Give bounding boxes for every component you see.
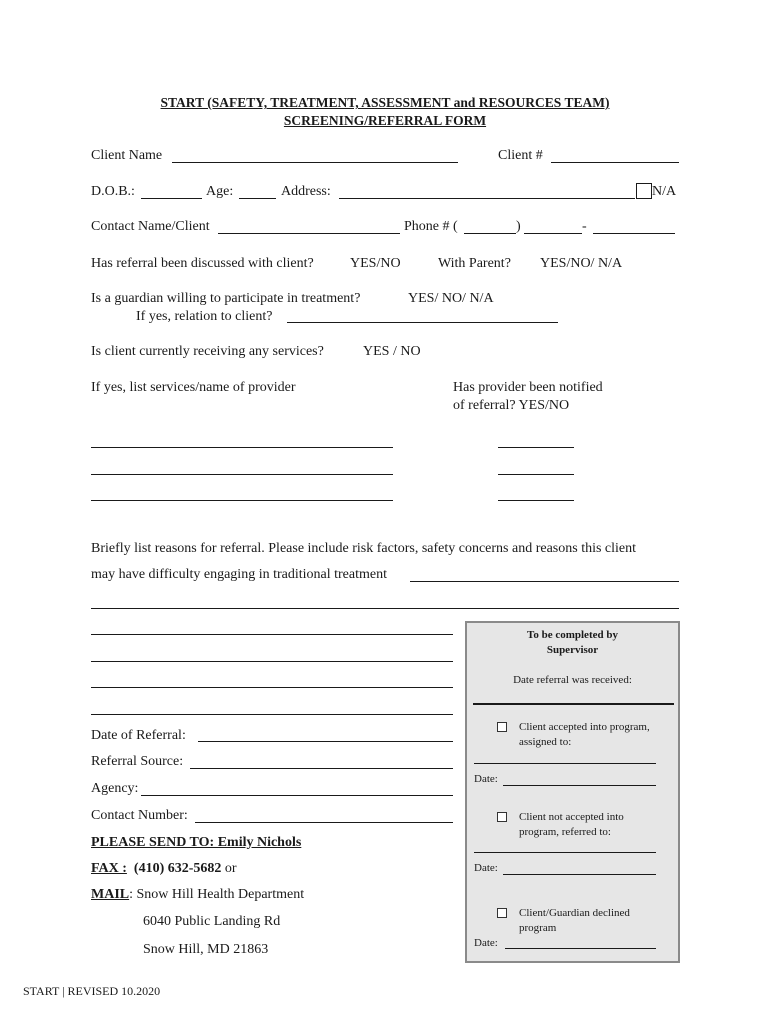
phone-dash: - — [582, 219, 587, 234]
reasons-label-line2: may have difficulty engaging in traditional treatment — [91, 567, 387, 582]
declined-label-line1: Client/Guardian declined — [519, 907, 630, 919]
contact-name-field[interactable] — [218, 233, 400, 234]
phone-area-code-field[interactable] — [464, 233, 516, 234]
date-received-field[interactable] — [473, 703, 674, 705]
contact-name-label: Contact Name/Client — [91, 219, 210, 234]
accepted-label-line1: Client accepted into program, — [519, 721, 650, 733]
fax-number: (410) 632-5682 — [133, 861, 222, 876]
form-title-line2: SCREENING/REFERRAL FORM — [283, 113, 487, 128]
date-of-referral-label: Date of Referral: — [91, 728, 186, 743]
declined-checkbox[interactable] — [497, 908, 507, 921]
relation-field[interactable] — [287, 322, 558, 323]
date3-label: Date: — [474, 937, 498, 949]
dob-label: D.O.B.: — [91, 184, 135, 199]
supervisor-heading-line2: Supervisor — [546, 644, 599, 656]
reasons-field-line-2[interactable] — [91, 634, 453, 635]
send-to-line: PLEASE SEND TO: Emily Nichols — [91, 835, 302, 850]
guardian-answer[interactable]: YES/ NO/ N/A — [408, 291, 494, 306]
reasons-field-line-4[interactable] — [91, 687, 453, 688]
provider-line-2[interactable] — [91, 474, 393, 475]
accepted-label-line2: assigned to: — [519, 736, 572, 748]
date2-label: Date: — [474, 862, 498, 874]
phone-prefix-field[interactable] — [524, 233, 582, 234]
address-label: Address: — [281, 184, 331, 199]
age-field[interactable] — [239, 198, 276, 199]
provider-line-3[interactable] — [91, 500, 393, 501]
mail-label: MAIL — [91, 887, 130, 902]
provider-notified-field-2[interactable] — [498, 474, 574, 475]
assigned-to-field[interactable] — [474, 763, 656, 764]
referral-source-field[interactable] — [190, 768, 453, 769]
agency-field[interactable] — [141, 795, 453, 796]
relation-label: If yes, relation to client? — [136, 309, 273, 324]
date1-field[interactable] — [503, 785, 656, 786]
mail-address-line1: : Snow Hill Health Department — [129, 887, 305, 902]
referral-source-label: Referral Source: — [91, 754, 184, 769]
phone-paren-close: ) — [516, 219, 521, 234]
supervisor-heading-line1: To be completed by — [527, 629, 618, 641]
address-field[interactable] — [339, 198, 635, 199]
client-number-field[interactable] — [551, 162, 679, 163]
form-title-line1: START (SAFETY, TREATMENT, ASSESSMENT and RESOURCES TEAM) — [160, 95, 610, 110]
mail-address-line2: 6040 Public Landing Rd — [143, 914, 281, 929]
provider-list-label: If yes, list services/name of provider — [91, 380, 296, 395]
mail-line — [91, 887, 304, 903]
supervisor-box — [465, 621, 680, 963]
with-parent-question: With Parent? — [438, 256, 511, 271]
dob-field[interactable] — [141, 198, 202, 199]
client-name-label: Client Name — [91, 148, 163, 163]
contact-number-label: Contact Number: — [91, 808, 188, 823]
services-question: Is client currently receiving any services? — [91, 344, 324, 359]
client-number-label: Client # — [498, 148, 543, 163]
date-received-label: Date referral was received: — [513, 674, 632, 686]
provider-notified-line1: Has provider been notified — [453, 380, 603, 395]
services-answer[interactable]: YES / NO — [363, 344, 421, 359]
client-name-field[interactable] — [172, 162, 458, 163]
fax-line — [91, 861, 237, 877]
declined-label-line2: program — [519, 922, 557, 934]
provider-notified-line2: of referral? YES/NO — [453, 398, 570, 413]
date1-label: Date: — [474, 773, 498, 785]
reasons-field-line-5[interactable] — [91, 714, 453, 715]
reasons-field-line-3[interactable] — [91, 661, 453, 662]
not-accepted-label-line1: Client not accepted into — [519, 811, 624, 823]
na-label: N/A — [652, 184, 677, 199]
phone-line-field[interactable] — [593, 233, 675, 234]
guardian-question: Is a guardian willing to participate in treatment? — [91, 291, 361, 306]
contact-number-field[interactable] — [195, 822, 453, 823]
age-label: Age: — [206, 184, 234, 199]
fax-label: FAX : — [91, 861, 127, 876]
with-parent-answer[interactable]: YES/NO/ N/A — [540, 256, 623, 271]
reasons-label-line1: Briefly list reasons for referral. Please include risk factors, safety concerns and reasons this client — [91, 541, 637, 556]
date-of-referral-field[interactable] — [198, 741, 453, 742]
fax-or: or — [224, 861, 237, 876]
mail-address-line3: Snow Hill, MD 21863 — [143, 942, 269, 957]
phone-label: Phone # ( — [404, 219, 458, 234]
reasons-field-line-0[interactable] — [410, 581, 679, 582]
referral-discussed-answer[interactable]: YES/NO — [350, 256, 401, 271]
footer-revision: START | REVISED 10.2020 — [23, 984, 161, 998]
referred-to-field[interactable] — [474, 852, 656, 853]
na-checkbox[interactable] — [636, 183, 652, 199]
provider-notified-field-1[interactable] — [498, 447, 574, 448]
not-accepted-label-line2: program, referred to: — [519, 826, 611, 838]
date2-field[interactable] — [503, 874, 656, 875]
referral-discussed-question: Has referral been discussed with client? — [91, 256, 314, 271]
provider-line-1[interactable] — [91, 447, 393, 448]
date3-field[interactable] — [505, 948, 656, 949]
reasons-field-line-1[interactable] — [91, 608, 679, 609]
provider-notified-field-3[interactable] — [498, 500, 574, 501]
accepted-checkbox[interactable] — [497, 722, 507, 735]
not-accepted-checkbox[interactable] — [497, 812, 507, 825]
agency-label: Agency: — [91, 781, 139, 796]
